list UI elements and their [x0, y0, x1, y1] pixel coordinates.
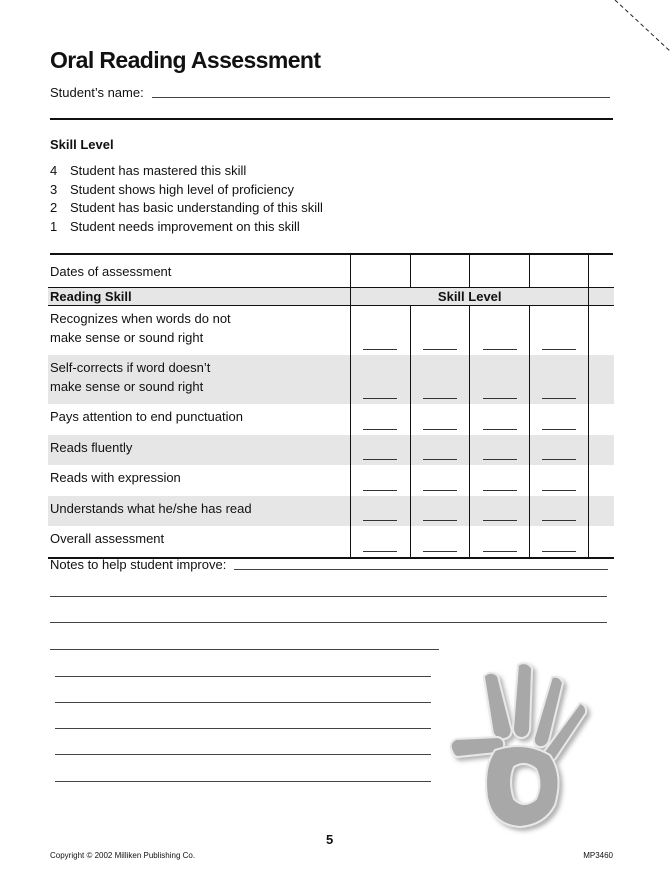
reading-skill-label — [48, 306, 351, 356]
notes-line[interactable] — [234, 569, 608, 570]
score-blank — [423, 349, 457, 350]
skill-level-cell[interactable] — [410, 355, 470, 404]
score-blank — [542, 398, 576, 399]
skill-level-cell[interactable] — [470, 435, 530, 466]
extra-cell — [589, 435, 614, 466]
skill-text-line: make sense or sound right — [50, 378, 204, 394]
skill-level-cell[interactable] — [470, 355, 530, 404]
skill-level-cell[interactable] — [351, 306, 411, 356]
table-row — [48, 404, 614, 435]
reading-skill-label — [48, 435, 351, 466]
skill-text-line: Reads fluently — [50, 439, 133, 455]
notes-line[interactable] — [55, 702, 431, 703]
legend-text: Student shows high level of proficiency — [70, 181, 295, 197]
notes-line[interactable] — [55, 728, 431, 729]
score-blank — [542, 490, 576, 491]
skill-level-cell[interactable] — [351, 496, 411, 527]
reading-skill-label — [48, 465, 351, 496]
skill-level-cell[interactable] — [351, 355, 411, 404]
score-blank — [423, 551, 457, 552]
legend-number: 3 — [50, 181, 58, 197]
table-row — [48, 526, 614, 558]
dates-label: Dates of assessment — [48, 255, 351, 288]
skill-level-cell[interactable] — [410, 306, 470, 356]
skill-level-cell[interactable] — [529, 404, 589, 435]
legend-text: Student has basic understanding of this skill — [70, 200, 323, 215]
score-blank — [363, 520, 397, 521]
skill-level-cell[interactable] — [529, 465, 589, 496]
date-cell[interactable] — [470, 255, 530, 288]
skill-level-cell[interactable] — [529, 496, 589, 527]
skill-level-cell[interactable] — [410, 496, 470, 527]
skill-level-cell[interactable] — [470, 306, 530, 356]
skill-level-cell[interactable] — [410, 526, 470, 558]
skill-text-line: Pays attention to end punctuation — [50, 409, 243, 424]
dashed-corner-icon — [611, 0, 671, 60]
legend-number: 4 — [50, 163, 58, 178]
reading-skill-label — [48, 355, 351, 404]
table-row — [48, 306, 614, 356]
score-blank — [483, 429, 517, 430]
skill-level-cell[interactable] — [351, 526, 411, 558]
skill-level-header: Skill Level — [351, 288, 589, 306]
legend-item — [50, 163, 323, 182]
product-code: MP3460 — [583, 851, 613, 860]
skill-level-cell[interactable] — [470, 404, 530, 435]
skill-text-line: Self-corrects if word doesn’t — [50, 360, 211, 375]
page-number: 5 — [326, 832, 334, 847]
page-title: Oral Reading Assessment — [50, 47, 321, 73]
skill-level-legend — [50, 163, 323, 237]
notes-label: Notes to help student improve: — [50, 557, 227, 572]
skill-level-cell[interactable] — [529, 435, 589, 466]
score-blank — [363, 429, 397, 430]
score-blank — [483, 398, 517, 399]
score-blank — [483, 459, 517, 460]
reading-skill-label — [48, 526, 351, 558]
table-row — [48, 355, 614, 404]
skill-level-cell[interactable] — [470, 496, 530, 527]
skill-text-line: make sense or sound right — [50, 329, 204, 345]
score-blank — [363, 349, 397, 350]
score-blank — [423, 398, 457, 399]
skill-level-cell[interactable] — [351, 435, 411, 466]
header-row — [48, 288, 614, 306]
header-extra-cell — [589, 288, 614, 306]
skill-level-cell[interactable] — [410, 404, 470, 435]
reading-skill-label — [48, 496, 351, 527]
score-blank — [363, 490, 397, 491]
student-name-label: Student’s name: — [50, 85, 144, 100]
table-row — [48, 465, 614, 496]
notes-line[interactable] — [50, 649, 439, 650]
extra-cell — [589, 465, 614, 496]
notes-line[interactable] — [50, 596, 607, 597]
table-row — [48, 496, 614, 527]
score-blank — [483, 551, 517, 552]
skill-level-cell[interactable] — [529, 355, 589, 404]
dates-row — [48, 255, 614, 288]
legend-item — [50, 200, 323, 219]
skill-level-cell[interactable] — [529, 526, 589, 558]
skill-level-cell[interactable] — [529, 306, 589, 356]
section-divider — [50, 118, 613, 120]
score-blank — [363, 551, 397, 552]
skill-level-cell[interactable] — [351, 404, 411, 435]
skill-level-cell[interactable] — [410, 435, 470, 466]
score-blank — [542, 349, 576, 350]
score-blank — [423, 520, 457, 521]
notes-line[interactable] — [55, 781, 431, 782]
legend-number: 1 — [50, 218, 58, 234]
skill-text-line: Overall assessment — [50, 531, 165, 546]
score-blank — [483, 520, 517, 521]
notes-line[interactable] — [55, 676, 431, 677]
skill-level-heading: Skill Level — [50, 137, 114, 152]
skill-level-cell[interactable] — [351, 465, 411, 496]
skill-text-line: Recognizes when words do not — [50, 311, 231, 326]
skill-level-cell[interactable] — [470, 526, 530, 558]
score-blank — [363, 398, 397, 399]
extra-cell — [589, 404, 614, 435]
score-blank — [483, 490, 517, 491]
copyright-text: Copyright © 2002 Milliken Publishing Co. — [50, 851, 196, 860]
score-blank — [423, 490, 457, 491]
assessment-table — [48, 255, 614, 559]
skill-level-cell[interactable] — [470, 465, 530, 496]
handprint-icon — [440, 655, 620, 835]
student-name-row — [50, 84, 610, 100]
legend-item — [50, 182, 323, 201]
score-blank — [423, 459, 457, 460]
date-cell[interactable] — [351, 255, 411, 288]
extra-cell — [589, 355, 614, 404]
score-blank — [483, 349, 517, 350]
date-cell[interactable] — [410, 255, 470, 288]
notes-line[interactable] — [55, 754, 431, 755]
score-blank — [542, 459, 576, 460]
extra-cell — [589, 496, 614, 527]
score-blank — [542, 551, 576, 552]
score-blank — [423, 429, 457, 430]
date-cell-extra — [589, 255, 614, 288]
reading-skill-header: Reading Skill — [48, 288, 351, 306]
extra-cell — [589, 526, 614, 558]
reading-skill-label — [48, 404, 351, 435]
score-blank — [363, 459, 397, 460]
date-cell[interactable] — [529, 255, 589, 288]
extra-cell — [589, 306, 614, 356]
score-blank — [542, 429, 576, 430]
student-name-line[interactable] — [152, 97, 610, 98]
legend-text: Student needs improvement on this skill — [70, 218, 300, 234]
legend-text: Student has mastered this skill — [70, 163, 247, 178]
legend-item — [50, 219, 323, 238]
legend-number: 2 — [50, 200, 58, 215]
table-row — [48, 435, 614, 466]
skill-level-cell[interactable] — [410, 465, 470, 496]
score-blank — [542, 520, 576, 521]
notes-line[interactable] — [50, 622, 607, 623]
skill-text-line: Reads with expression — [50, 470, 181, 485]
skill-text-line: Understands what he/she has read — [50, 500, 252, 516]
notes-row — [50, 556, 608, 572]
